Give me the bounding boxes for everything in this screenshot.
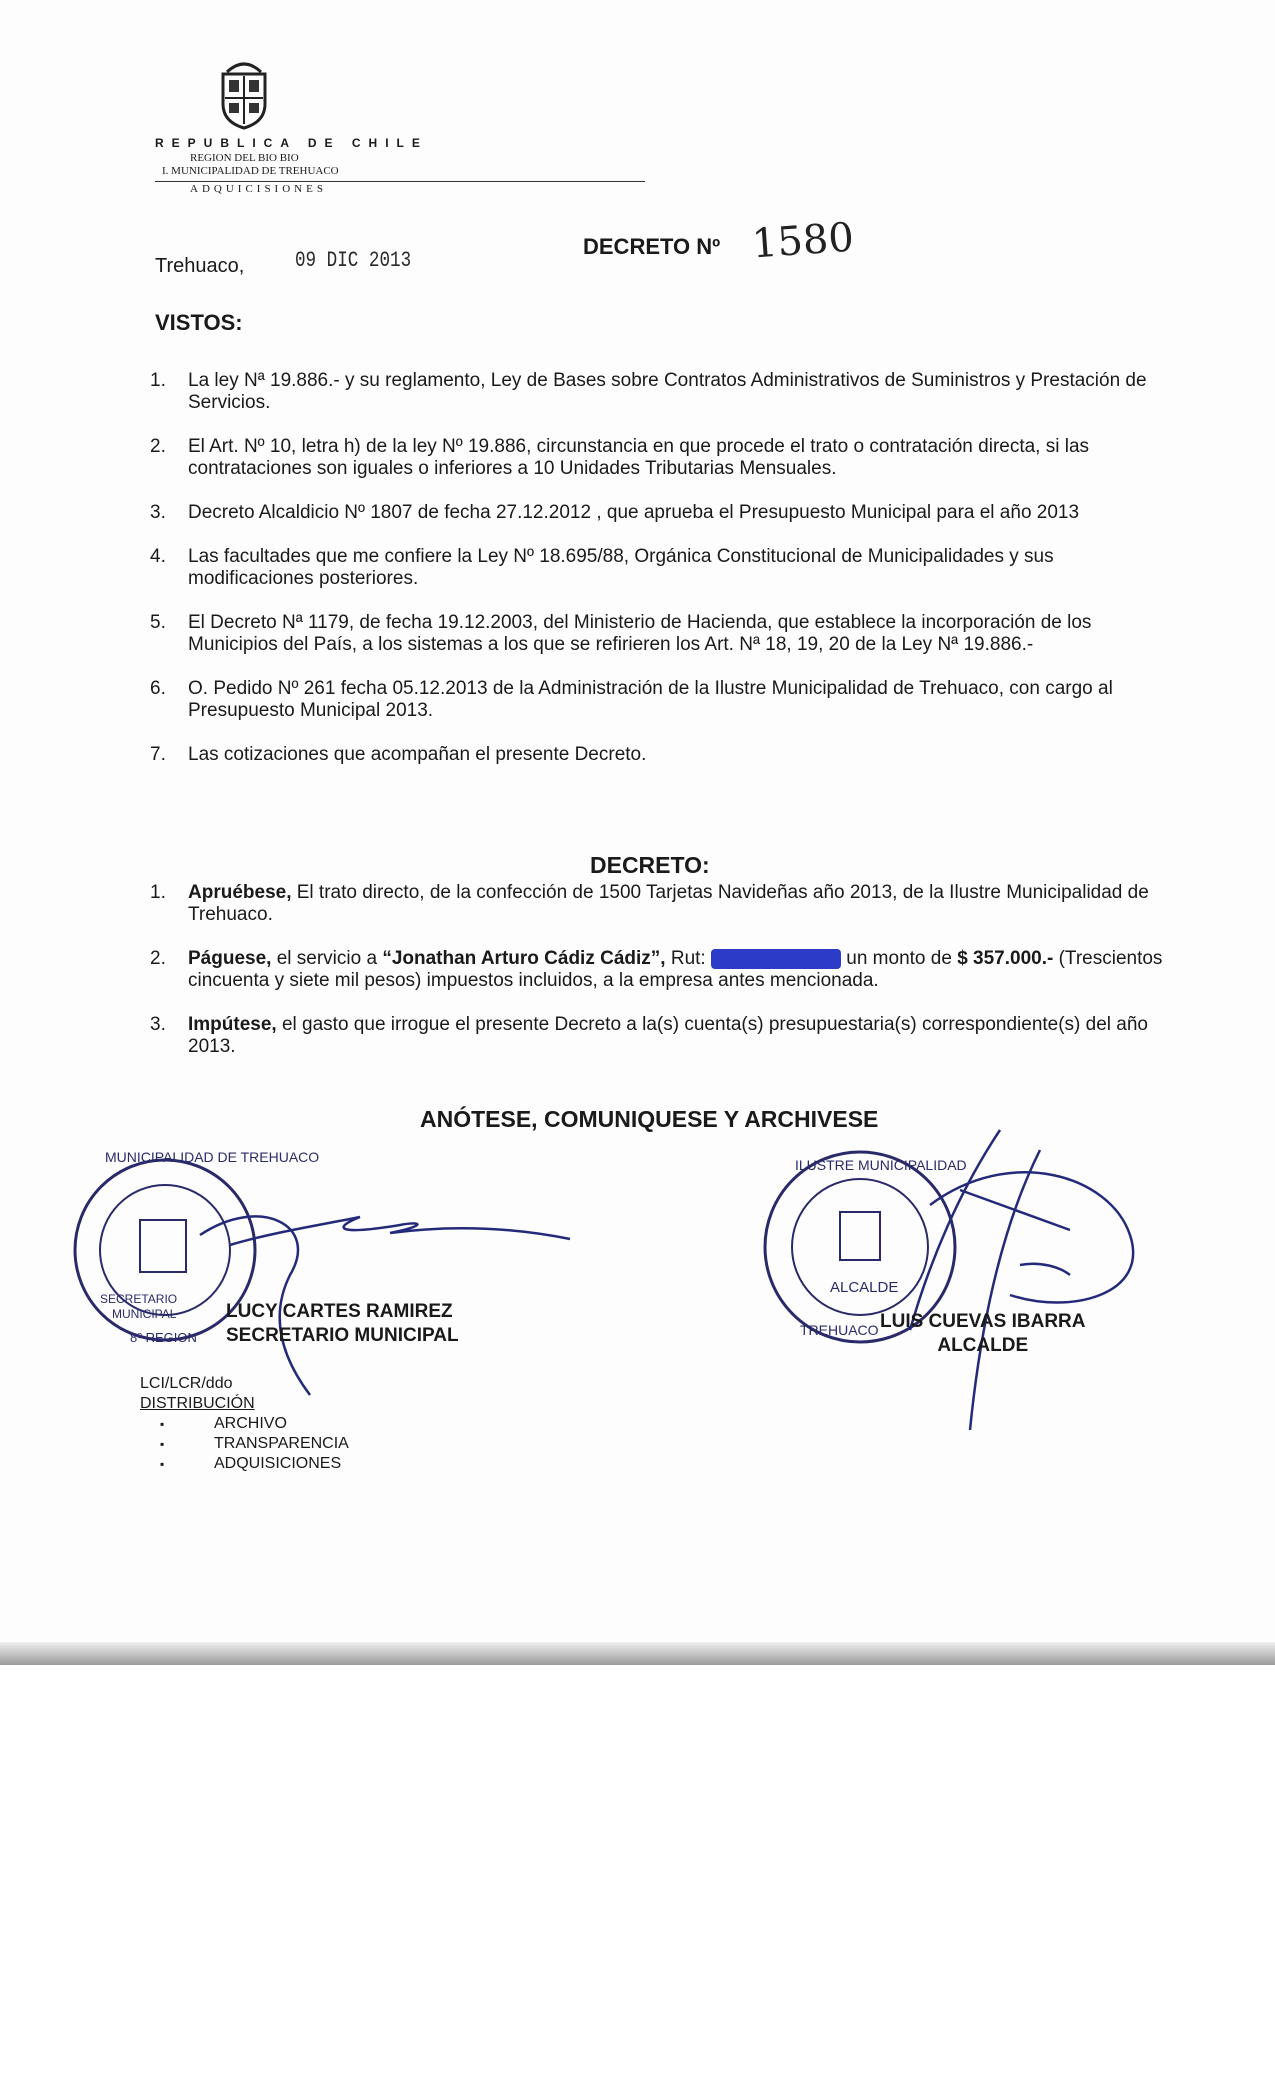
signature-right-name: LUIS CUEVAS IBARRA bbox=[880, 1311, 1086, 1332]
distribution-block bbox=[140, 1374, 349, 1474]
list-item: ▪ ADQUISICIONES bbox=[140, 1454, 349, 1474]
header-municipality: I. MUNICIPALIDAD DE TREHUACO bbox=[162, 165, 339, 177]
list-item: 7. Las cotizaciones que acompañan el presente Decreto. bbox=[150, 744, 647, 765]
list-item: 3. Impútese, el gasto que irrogue el presente Decreto a la(s) cuenta(s) presupuestaria(s) correspondiente(s) del año 2013. bbox=[150, 1014, 1148, 1057]
distribution-title: DISTRIBUCIÓN bbox=[140, 1395, 255, 1412]
seal-left-bottom: 8º REGION bbox=[130, 1330, 197, 1345]
list-item: 1. La ley Nª 19.886.- y su reglamento, Ley de Bases sobre Contratos Administrativos de Suministros y Prestación de Servicios. bbox=[150, 370, 1147, 413]
seal-right-inner: ALCALDE bbox=[830, 1279, 899, 1296]
signature-left-name: LUCY CARTES RAMIREZ bbox=[226, 1301, 453, 1322]
decree-label: DECRETO Nº bbox=[583, 234, 721, 259]
decree-number-handwritten: 1580 bbox=[750, 214, 856, 268]
signature-left-title: SECRETARIO MUNICIPAL bbox=[226, 1325, 459, 1346]
date-stamp: 09 DIC 2013 bbox=[295, 248, 412, 273]
seal-left-ring: MUNICIPALIDAD DE TREHUACO bbox=[105, 1149, 320, 1165]
signature-left bbox=[226, 1300, 459, 1348]
seal-left-inner-1: SECRETARIO bbox=[100, 1292, 178, 1306]
list-item: 3. Decreto Alcaldicio Nº 1807 de fecha 27.12.2012 , que aprueba el Presupuesto Municipal para el año 2013 bbox=[150, 502, 1080, 523]
signature-right-title: ALCALDE bbox=[937, 1335, 1029, 1356]
signature-right bbox=[880, 1310, 1086, 1358]
vistos-title: VISTOS: bbox=[155, 310, 243, 335]
scan-bottom-edge bbox=[0, 1642, 1275, 1665]
closing-statement: ANÓTESE, COMUNIQUESE Y ARCHIVESE bbox=[420, 1106, 879, 1132]
header-region: REGION DEL BIO BIO bbox=[190, 152, 299, 164]
seal-left-inner-2: MUNICIPAL bbox=[112, 1307, 177, 1321]
list-item: ▪ ARCHIVO bbox=[140, 1414, 349, 1434]
list-item: 5. El Decreto Nª 1179, de fecha 19.12.2003, del Ministerio de Hacienda, que establece la incorporación de los Municipios del País, a los sistemas a los que se refirieren los Art. Nª 18, 19, 20 de la Ley Nª 19.886.- bbox=[150, 612, 1092, 655]
initials: LCI/LCR/ddo bbox=[140, 1375, 233, 1392]
seal-right-bottom: TREHUACO bbox=[800, 1322, 879, 1338]
list-item: 1. Apruébese, El trato directo, de la confección de 1500 Tarjetas Navideñas año 2013, de la Ilustre Municipalidad de Trehuaco. bbox=[150, 882, 1149, 925]
list-item: 4. Las facultades que me confiere la Ley Nº 18.695/88, Orgánica Constitucional de Municipalidades y sus modificaciones posteriores. bbox=[150, 546, 1054, 589]
list-item: 2. Páguese, el servicio a “Jonathan Arturo Cádiz Cádiz”, Rut: un monto de $ 357.000.- (Trescientos cincuenta y siete mil pesos) impuestos incluidos, a la empresa antes mencionada. bbox=[150, 948, 1163, 991]
decreto-title: DECRETO: bbox=[590, 852, 710, 878]
signature-right-stroke bbox=[910, 1130, 1133, 1430]
list-item: 2. El Art. Nº 10, letra h) de la ley Nº 19.886, circunstancia en que procede el trato o contratación directa, si las contrataciones son iguales o inferiores a 10 Unidades Tributarias Mensuales. bbox=[150, 436, 1090, 479]
list-item: 6. O. Pedido Nº 261 fecha 05.12.2013 de la Administración de la Ilustre Municipalidad de Trehuaco, con cargo al Presupuesto Municipal 2013. bbox=[150, 678, 1113, 721]
header-department: ADQUICISIONES bbox=[190, 183, 327, 195]
header-country: REPUBLICA DE CHILE bbox=[155, 136, 428, 150]
seal-right-ring: ILUSTRE MUNICIPALIDAD bbox=[795, 1157, 967, 1173]
place-label: Trehuaco, bbox=[155, 255, 245, 277]
list-item: ▪ TRANSPARENCIA bbox=[140, 1434, 349, 1454]
